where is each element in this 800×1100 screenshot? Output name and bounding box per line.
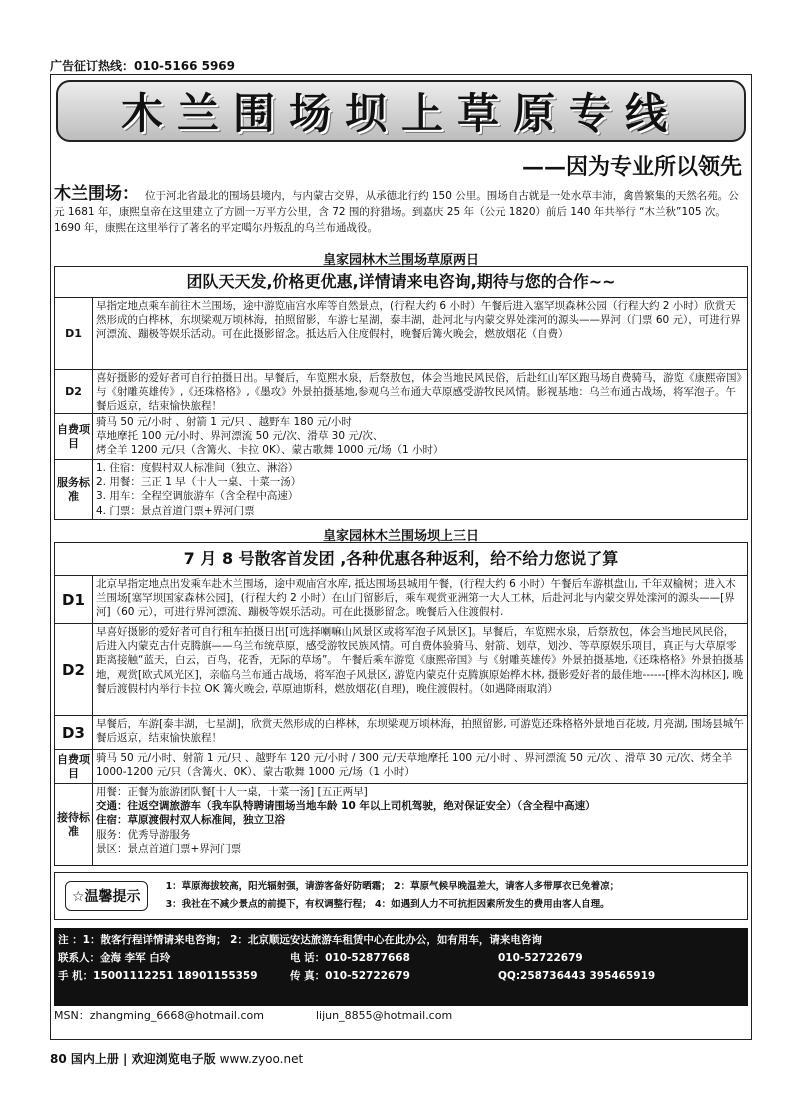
extra-label: 自费项目 [55,750,93,783]
contact-people: 联系人：金海 李军 白玲 [58,952,171,964]
section1-day2-row [55,370,747,414]
msn-row [54,1008,748,1024]
section2-box [54,542,748,866]
section2-headline: 7 月 8 号散客首发团 ,各种优惠各种返利，给不给力您说了算 [55,543,747,576]
contact-phone: 电 话：010-52877668 [290,952,410,964]
banner-title: 木兰围场坝上草原专线 [120,89,681,138]
section2-service-list [93,784,747,866]
contact-fax: 传 真：010-52722679 [290,970,410,982]
list-item: 服务：优秀导游服务 [96,828,191,841]
intro-paragraph [54,186,748,236]
day-label: D1 [55,576,93,623]
section1-day1-text: 早指定地点乘车前往木兰围场，途中游览庙宫水库等自然景点，(行程大约 6 小时）午餐后进入塞罕坝森林公园（行程大约 2 小时）欣赏天然形成的白桦林，东坝梁观万顷林海，拍照留影，车游七星湖，泰丰湖，赴河北与内蒙交界处滦河的源头——界河（门票 60 元），可进行界河漂流、蹦极等娱乐活动。可在此摄影留念。抵达后入住度假村，晚餐后篝火晚会，燃放烟花（自费） [96,300,741,341]
contact-row [58,967,744,985]
intro-text: 位于河北省最北的围场县境内，与内蒙古交界，从承德北行约 150 公里。围场自古就是一处水草丰沛，禽兽繁集的天然名苑。公元 1681 年，康熙皇帝在这里建立了方圆一万平方公里，含 72 围的狩猎场。到嘉庆 25 年（公元 1820）前后 140 年共举行 “木兰秋”105 次。1690 年，康熙在这里举行了著名的平定噶尔丹叛乱的乌兰布通战役。 [54,190,739,234]
tips-badge: ☆温馨提示 [65,881,148,911]
service-label: 接待标准 [55,784,93,866]
tips-box [54,872,748,920]
section2-day2-row [55,624,747,716]
contact-mobile: 手 机：15001112251 18901155359 [58,970,258,982]
section1-extra-list [93,414,747,459]
day-label: D3 [55,716,93,749]
day-label: D2 [55,624,93,715]
list-item: 住宿：草原渡假村双人标准间，独立卫浴 [96,814,285,827]
footer-page: 80 国内上册 | 欢迎浏览电子版 [50,1052,216,1066]
section1-box [54,266,748,520]
tips-line: 1：草原海拔较高，阳光辐射强，请游客备好防晒霜； 2：草原气候早晚温差大，请客人多带厚衣已免着凉； [165,881,620,892]
list-item: 3. 用车：全程空调旅游车（含全程中高速） [96,490,299,503]
section1-title: 皇家园林木兰围场草原两日 [322,253,479,268]
list-item: 1. 住宿：度假村双人标准间（独立、淋浴） [96,462,299,474]
section1-day1-row [55,298,747,370]
section2-day1-text: 北京早指定地点出发乘车赴木兰围场，途中观庙宫水库, 抵达围场县城用午餐，(行程大约 6 小时）午餐后车游棋盘山, 千年双榆树；进入木兰围场[塞罕坝国家森林公园]，(行程大约 2 小时）在山门留影后，乘车观赏亚洲第一大人工林，后赴河北与内蒙交界处滦河的源头——[界河]（60 元），可进行界河漂流、蹦极等娱乐活动。可在此摄影留念。晚餐后入住渡假村. [96,578,736,619]
list-item: 4. 门票：景点首道门票+界河门票 [96,504,255,517]
section2-extra-row [55,750,747,784]
section2-extra-text: 骑马 50 元/小时、射箭 1 元/只 、越野车 120 元/小时 / 300 元/天草地摩托 100 元/小时 、界河漂流 50 元/次 、滑草 30 元/次、烤全羊 1000-1200 元/只（含篝火、0K）、蒙古歌舞 1000 元/场（1 小时） [96,752,733,779]
list-item: 烤全羊 1200 元/只（含篝火、卡拉 0K）、蒙古歌舞 1000 元/场（1 小时） [96,444,444,457]
list-item: 草地摩托 100 元/小时、界河漂流 50 元/次、滑草 30 元/次、 [96,430,384,443]
list-item: 2. 用餐：三正 1 早（十人一桌、十菜一汤） [96,476,302,489]
msn-address: MSN：zhangming_6668@hotmail.com [54,1009,264,1022]
tips-text [166,878,620,914]
list-item: 用餐：正餐为旅游团队餐[十人一桌，十菜一汤] [五正两早] [96,786,368,798]
service-label: 服务标准 [55,460,93,520]
list-item: 交通：往返空调旅游车（我车队特聘请围场当地车龄 10 年以上司机驾驶，绝对保证安全）（含全程中高速） [96,800,596,813]
section1-day2-text: 喜好摄影的爱好者可自行拍摄日出。早餐后，车览熙水泉，后祭敖包，体会当地民风民俗，后赴红山军区跑马场自费骑马，游览《康熙帝国》与《射雕英雄传》,《还珠格格》,《墨攻》外景拍摄基地,参观乌兰布通大草原感受游牧民风情。影视基地：乌兰布通古战场，将军泡子。午餐后返京，结束愉快旅程！ [96,372,742,413]
section1-headline: 团队天天发,价格更优惠,详情请来电咨询,期待与您的合作~~ [55,267,747,298]
msn-address: lijun_8855@hotmail.com [316,1009,453,1022]
contact-qq: QQ:258736443 395465919 [498,970,656,982]
ad-hotline: 广告征订热线：010-5166 5969 [50,59,236,73]
tips-line: 3：我社在不减少景点的前提下，有权调整行程； 4：如遇到人力不可抗拒因素所发生的费用由客人自理。 [165,899,610,910]
day-label: D1 [55,298,93,369]
section1-service-row [55,460,747,520]
page-footer [50,1050,303,1067]
extra-label: 自费项目 [55,414,93,459]
list-item: 骑马 50 元/小时 、射箭 1 元/只 、越野车 180 元/小时 [96,416,352,428]
section2-service-row [55,784,747,866]
day-label: D2 [55,370,93,413]
section2-title: 皇家园林木兰围场坝上三日 [322,529,479,544]
section1-extra-row [55,414,747,460]
section1-service-list [93,460,747,520]
section2-day2-text: 早喜好摄影的爱好者可自行租车拍摄日出[可选择喇嘛山风景区或将军泡子风景区]。早餐后，车览熙水泉，后祭敖包，体会当地民风民俗，后进入内蒙克古什克腾旗——乌兰布统草原，感受游牧民族风情。可自费体验骑马、射箭、划草，划沙、等草原娱乐项目，真正与大草原零距离接触“蓝天，白云，百鸟，花香，无际的草场”。 午餐后乘车游览《康熙帝国》与《射雕英雄传》外景拍摄基地,《还珠格格》外景拍摄基地，观赏[欧式风光区]，亲临乌兰布通古战场，将军泡子风景区, 游览内蒙克什克腾旗原始桦木林, 摄影爱好者的最佳地------[桦木沟林区], 晚餐后渡假村内举行卡拉 OK 篝火晚会, 草原迪斯科，燃放烟花(自理)，晚住渡假村。（如遇降雨取消） [96,626,744,695]
list-item: 景区：景点首道门票+界河门票 [96,842,242,855]
slogan: ——因为专业所以领先 [521,154,742,180]
contact-row [58,949,744,967]
title-banner [56,80,746,142]
contact-phone2: 010-52722679 [498,952,583,964]
contact-note: 注 ：1：散客行程详情请来电咨询； 2：北京顺远安达旅游车租赁中心在此办公，如有用车，请来电咨询 [58,934,542,946]
section2-day3-row [55,716,747,750]
contact-block [54,928,748,1006]
intro-heading: 木兰围场： [54,184,139,204]
section2-day3-text: 早餐后，车游[泰丰湖，七星湖]，欣赏天然形成的白桦林，东坝梁观万顷林海，拍照留影, 可游览还珠格格外景地百花坡, 月亮湖, 围场县城午餐后返京，结束愉快旅程！ [96,718,744,745]
section2-day1-row [55,576,747,624]
footer-url: www.zyoo.net [219,1052,304,1066]
